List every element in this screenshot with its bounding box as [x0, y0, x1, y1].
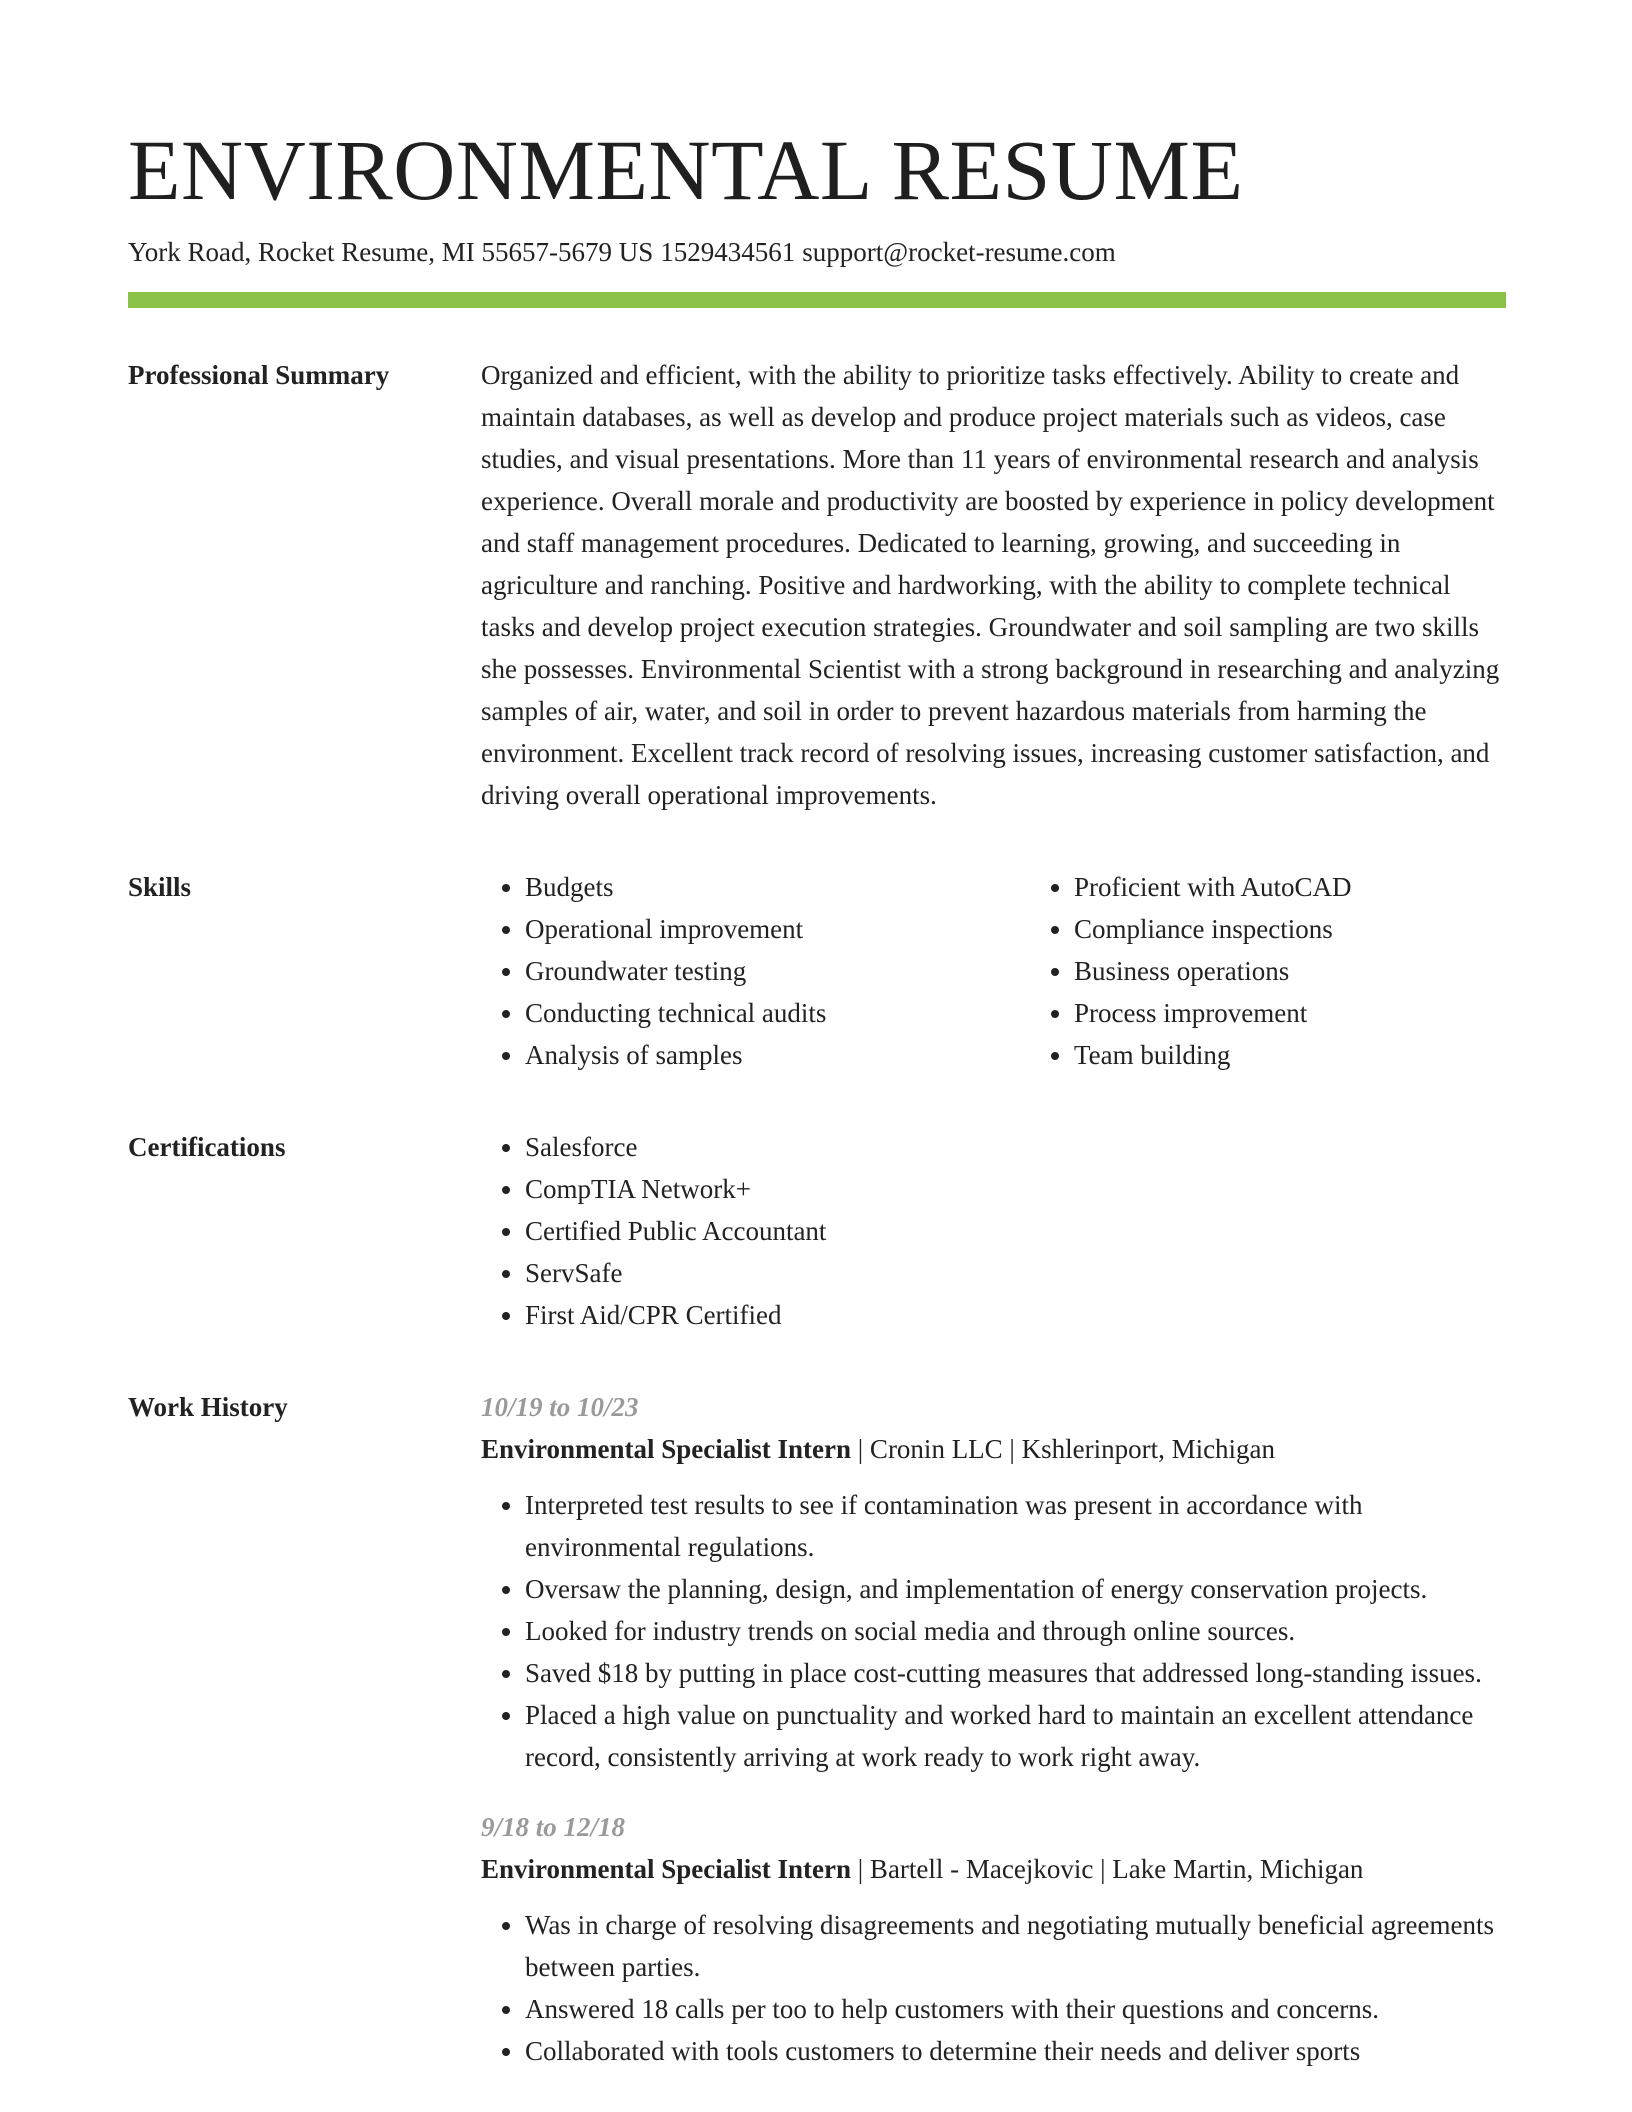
- list-item: • Collaborated with tools customers to determine their needs and deliver sports: [525, 2030, 1506, 2072]
- resume-title: ENVIRONMENTAL RESUME: [128, 122, 1244, 218]
- address: York Road, Rocket Resume, MI 55657-5679 US: [128, 237, 654, 267]
- email: support@rocket-resume.com: [802, 237, 1116, 267]
- list-item: • Compliance inspections: [1074, 908, 1579, 950]
- job-heading: [481, 1848, 1506, 1890]
- list-item: • Placed a high value on punctuality and worked hard to maintain an excellent attendance record, consistently arriving at work ready to work right away.: [525, 1694, 1506, 1778]
- list-item: • Budgets: [525, 866, 1030, 908]
- work-history-section: [128, 1386, 1506, 2100]
- skills-section: [128, 866, 1506, 1076]
- job-details: | Bartell - Macejkovic | Lake Martin, Michigan: [851, 1854, 1364, 1884]
- list-item: • Certified Public Accountant: [525, 1210, 1506, 1252]
- list-item: • Proficient with AutoCAD: [1074, 866, 1579, 908]
- job-bullets: [481, 1484, 1506, 1778]
- list-item: • Was in charge of resolving disagreements and negotiating mutually beneficial agreements between parties.: [525, 1904, 1506, 1988]
- list-item: • First Aid/CPR Certified: [525, 1294, 1506, 1336]
- section-label-work-history: Work History: [128, 1392, 288, 1422]
- job-details: | Cronin LLC | Kshlerinport, Michigan: [851, 1434, 1276, 1464]
- list-item: • Interpreted test results to see if contamination was present in accordance with environmental regulations.: [525, 1484, 1506, 1568]
- list-item: • Salesforce: [525, 1126, 1506, 1168]
- section-label-summary: Professional Summary: [128, 360, 390, 390]
- section-label-certifications: Certifications: [128, 1132, 286, 1162]
- list-item: • ServSafe: [525, 1252, 1506, 1294]
- job-heading: [481, 1428, 1506, 1470]
- job-title: Environmental Specialist Intern: [481, 1434, 852, 1464]
- list-item: • Oversaw the planning, design, and implementation of energy conservation projects.: [525, 1568, 1506, 1610]
- list-item: • Team building: [1074, 1034, 1579, 1076]
- job-title: Environmental Specialist Intern: [481, 1854, 852, 1884]
- resume-page: [128, 120, 1506, 2100]
- certifications-section: [128, 1126, 1506, 1336]
- list-item: • Answered 18 calls per too to help customers with their questions and concerns.: [525, 1988, 1506, 2030]
- list-item: • Analysis of samples: [525, 1034, 1030, 1076]
- job-dates: 10/19 to 10/23: [481, 1392, 639, 1422]
- skills-list-right: [1030, 866, 1579, 1076]
- phone: 1529434561: [660, 237, 796, 267]
- list-item: • Looked for industry trends on social media and through online sources.: [525, 1610, 1506, 1652]
- contact-line: [128, 234, 1506, 270]
- skills-list-left: [481, 866, 1030, 1076]
- summary-section: [128, 354, 1506, 816]
- job-dates: 9/18 to 12/18: [481, 1812, 626, 1842]
- job-entry: [481, 1386, 1506, 1778]
- certifications-list: [481, 1126, 1506, 1336]
- list-item: • Process improvement: [1074, 992, 1579, 1034]
- header-divider: [128, 292, 1506, 308]
- summary-text: Organized and efficient, with the ability to prioritize tasks effectively. Ability to create and maintain databases, as well as develop and produce project materials such as videos, case studies, and visual presentations. More than 11 years of environmental research and analysis experience. Overall morale and productivity are boosted by experience in policy development and staff management procedures. Dedicated to learning, growing, and succeeding in agriculture and ranching. Positive and hardworking, with the ability to complete technical tasks and develop project execution strategies. Groundwater and soil sampling are two skills she possesses. Environmental Scientist with a strong background in researching and analyzing samples of air, water, and soil in order to prevent hazardous materials from harming the environment. Excellent track record of resolving issues, increasing customer satisfaction, and driving overall operational improvements.: [481, 360, 1500, 810]
- list-item: • Operational improvement: [525, 908, 1030, 950]
- job-entry: [481, 1806, 1506, 2072]
- list-item: • Business operations: [1074, 950, 1579, 992]
- job-bullets: [481, 1904, 1506, 2072]
- list-item: • Saved $18 by putting in place cost-cutting measures that addressed long-standing issues.: [525, 1652, 1506, 1694]
- list-item: • CompTIA Network+: [525, 1168, 1506, 1210]
- list-item: • Conducting technical audits: [525, 992, 1030, 1034]
- section-label-skills: Skills: [128, 872, 192, 902]
- list-item: • Groundwater testing: [525, 950, 1030, 992]
